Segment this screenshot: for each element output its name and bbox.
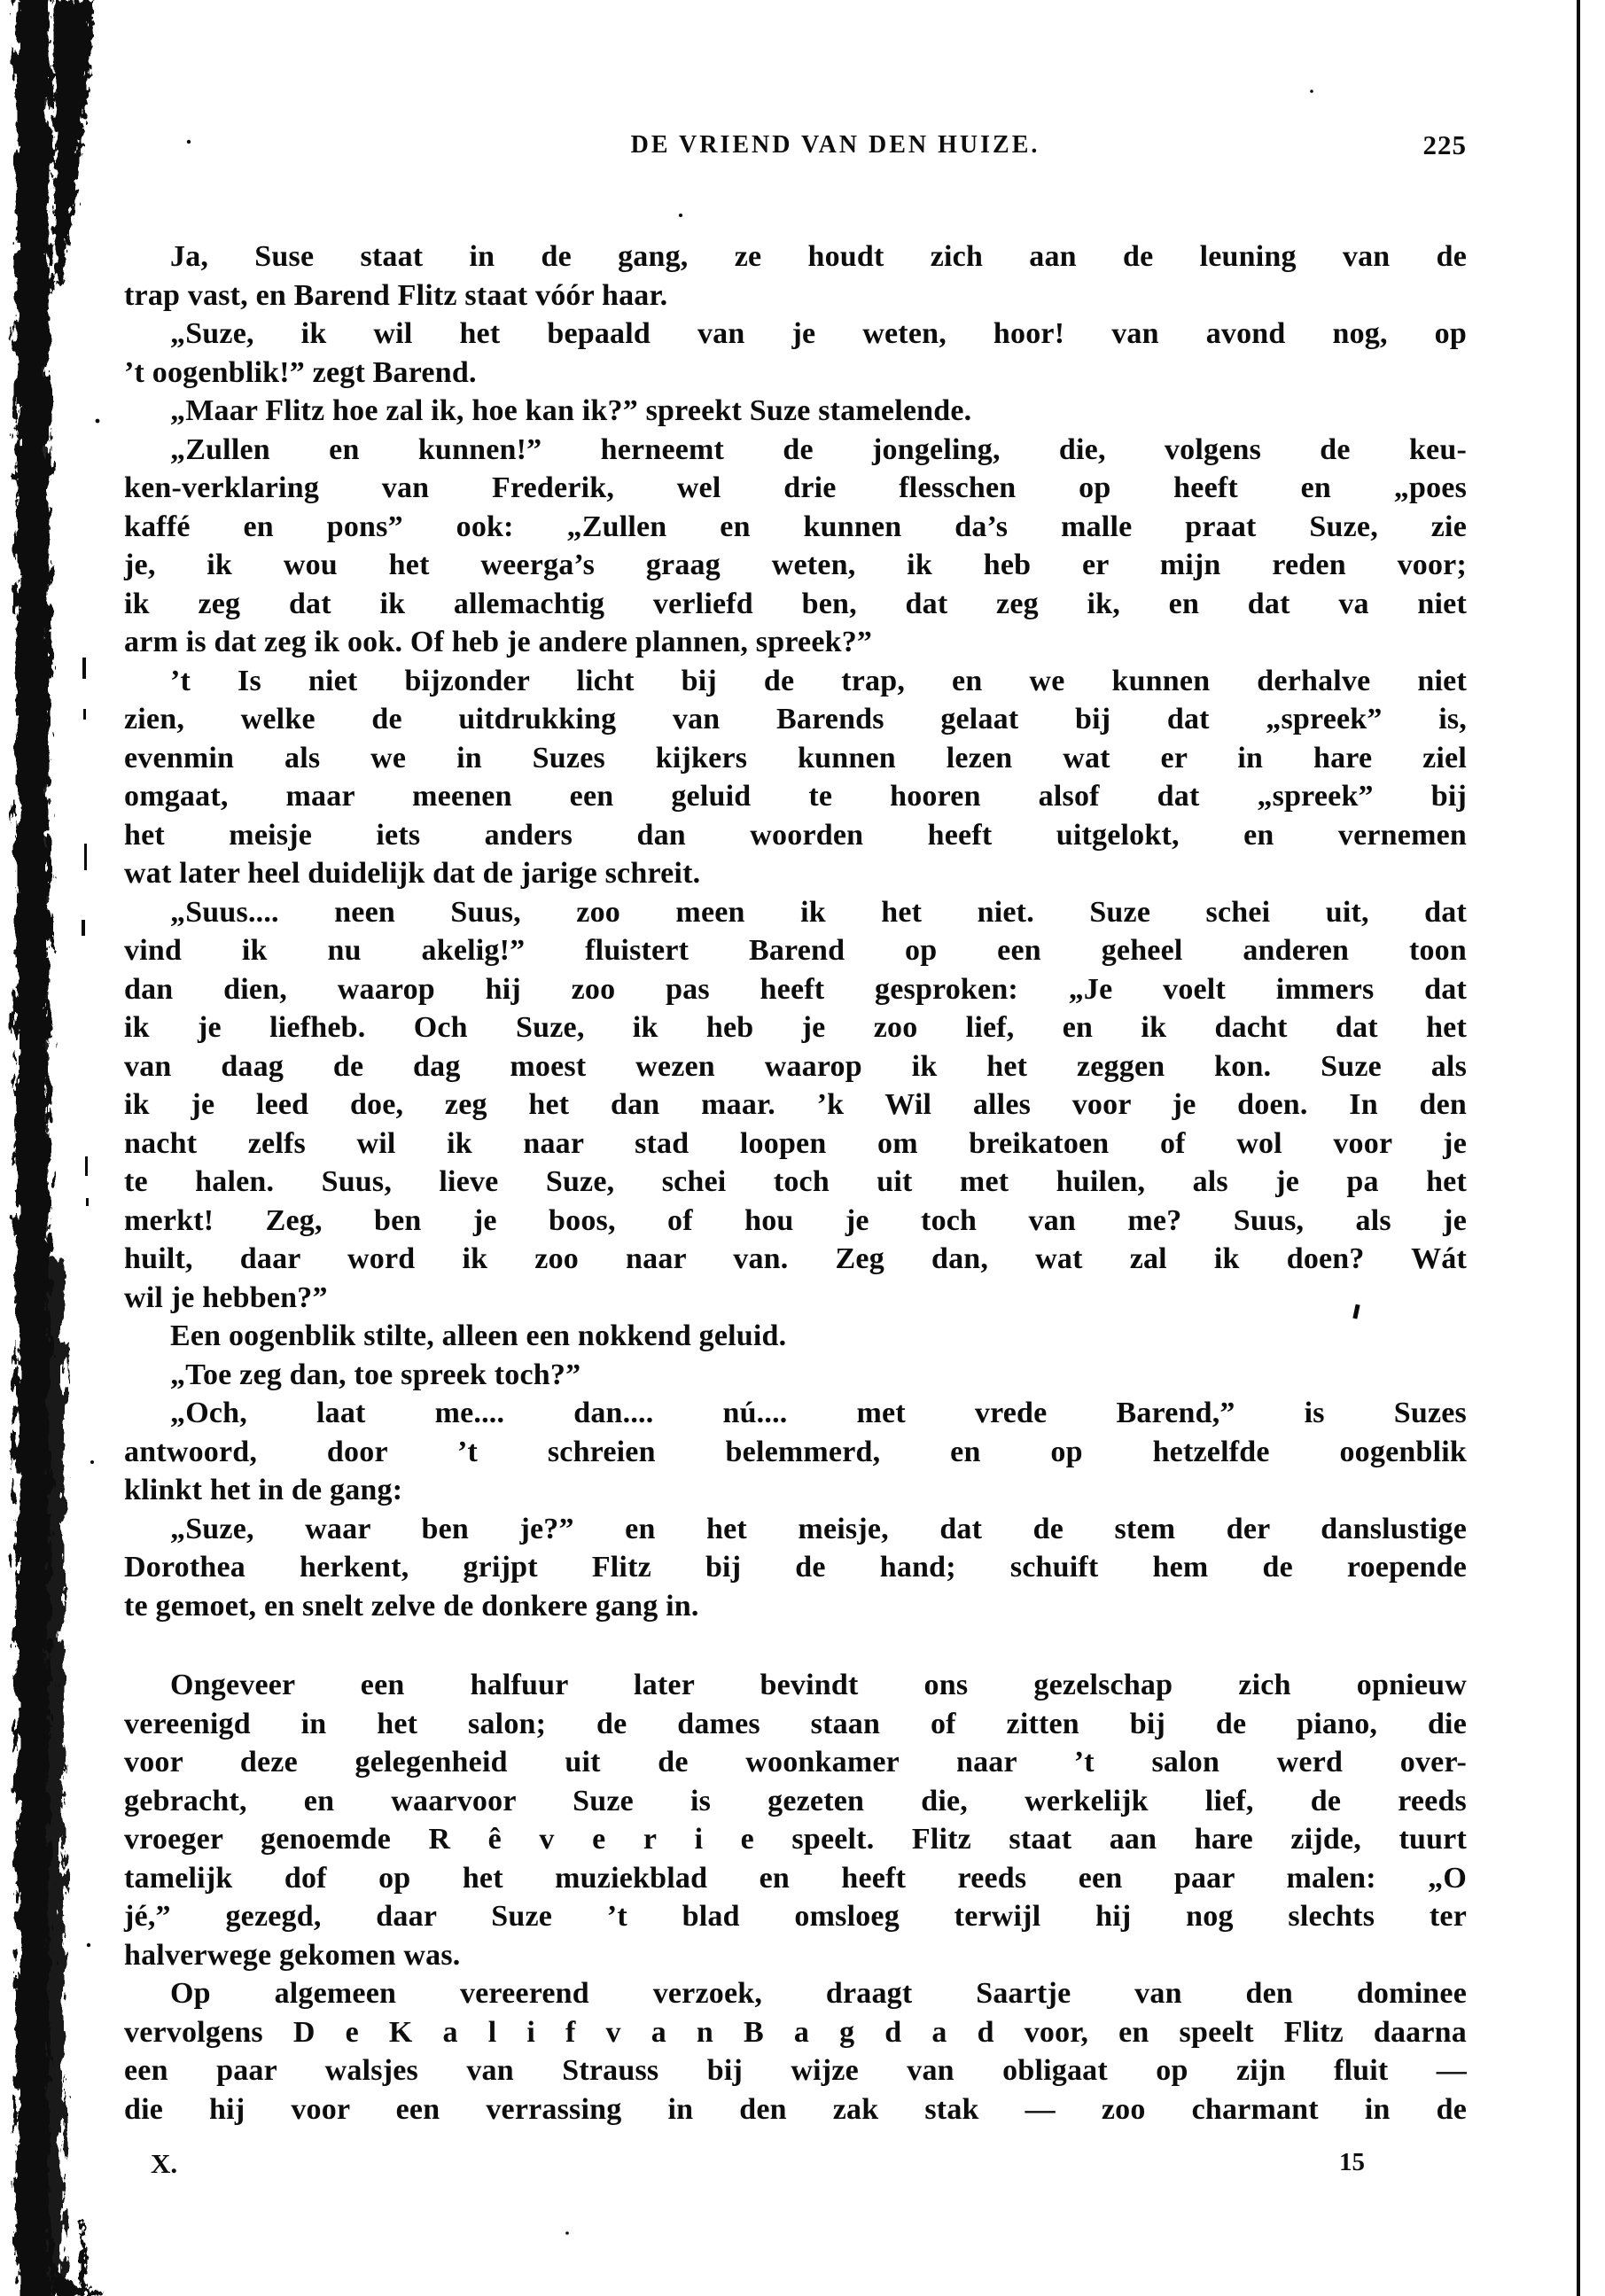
text-line: „Suze, ik wil het bepaald van je weten, hoor! van avond nog, op <box>170 317 1467 350</box>
text-line: je, ik wou het weerga’s graag weten, ik heb er mijn reden voor; <box>124 549 1467 581</box>
text-line: Op algemeen vereerend verzoek, draagt Saartje van den dominee <box>170 1977 1467 2010</box>
text-line: „Toe zeg dan, toe spreek toch?” <box>170 1358 581 1391</box>
text-line: vereenigd in het salon; de dames staan of zitten bij de piano, die <box>124 1707 1467 1740</box>
text-line: Ja, Suse staat in de gang, ze houdt zich aan de leuning van de <box>170 240 1467 273</box>
text-line: wil je hebben?” <box>124 1280 328 1314</box>
paragraph <box>124 1666 1467 1974</box>
text-line: te gemoet, en snelt zelve de donkere gang in. <box>124 1589 699 1623</box>
text-line: vroeger genoemde R ê v e r i e speelt. Flitz staat aan hare zijde, tuurt <box>124 1823 1467 1856</box>
text-line: ik je leed doe, zeg het dan maar. ’k Wil alles voor je doen. In den <box>124 1088 1467 1121</box>
text-line: klinkt het in de gang: <box>124 1474 403 1506</box>
text-line: zien, welke de uitdrukking van Barends gelaat bij dat „spreek” is, <box>124 703 1467 735</box>
text-line: ik zeg dat ik allemachtig verliefd ben, dat zeg ik, en dat va niet <box>124 587 1467 620</box>
page-footer <box>124 2148 1467 2187</box>
paragraph <box>124 1510 1467 1626</box>
text-line: tamelijk dof op het muziekblad en heeft reeds een paar malen: „O <box>124 1861 1467 1895</box>
paragraph <box>124 315 1467 392</box>
paragraph <box>124 893 1467 1318</box>
paragraph <box>124 431 1467 662</box>
sheet-number: 15 <box>1339 2148 1365 2176</box>
text-line: voor deze gelegenheid uit de woonkamer naar ’t salon werd over- <box>124 1746 1467 1778</box>
text-line: arm is dat zeg ik ook. Of heb je andere plannen, spreek?” <box>124 626 873 658</box>
paragraph <box>124 237 1467 315</box>
text-line: omgaat, maar meenen een geluid te hooren alsof dat „spreek” bij <box>124 780 1467 813</box>
text-line: „Suze, waar ben je?” en het meisje, dat de stem der danslustige <box>170 1512 1467 1545</box>
paragraph <box>124 1394 1467 1510</box>
text-line: ik je liefheb. Och Suze, ik heb je zoo lief, en ik dacht dat het <box>124 1011 1467 1044</box>
text-line: huilt, daar word ik zoo naar van. Zeg dan, wat zal ik doen? Wát <box>124 1242 1467 1275</box>
paragraph <box>124 392 1467 431</box>
text-line: die hij voor een verrassing in den zak stak — zoo charmant in de <box>124 2092 1467 2126</box>
text-line: te halen. Suus, lieve Suze, schei toch uit met huilen, als je pa het <box>124 1165 1467 1198</box>
text-line: gebracht, en waarvoor Suze is gezeten die, werkelijk lief, de reeds <box>124 1784 1467 1817</box>
text-line: „Maar Flitz hoe zal ik, hoe kan ik?” spreekt Suze stamelende. <box>170 394 972 427</box>
text-line: Een oogenblik stilte, alleen een nokkend geluid. <box>170 1319 787 1352</box>
page-number: 225 <box>1422 129 1467 160</box>
text-line: ’t oogenblik!” zegt Barend. <box>124 355 477 389</box>
text-line: vervolgens D e K a l i f v a n B a g d a d voor, en speelt Flitz daarna <box>124 2015 1467 2049</box>
text-line: „Zullen en kunnen!” herneemt de jongeling, die, volgens de keu- <box>170 432 1467 466</box>
running-title: DE VRIEND VAN DEN HUIZE. <box>630 131 1040 159</box>
body-text <box>124 237 1467 2129</box>
text-line: ken-verklaring van Frederik, wel drie flesschen op heeft en „poes <box>124 471 1467 504</box>
text-line: kaffé en pons” ook: „Zullen en kunnen da’s malle praat Suze, zie <box>124 510 1467 543</box>
text-line: ’t Is niet bijzonder licht bij de trap, en we kunnen derhalve niet <box>170 664 1467 697</box>
text-line: wat later heel duidelijk dat de jarige schreit. <box>124 857 701 890</box>
top-left-ink-streak <box>53 0 94 284</box>
text-line: nacht zelfs wil ik naar stad loopen om breikatoen of wol voor je <box>124 1126 1467 1160</box>
text-line: antwoord, door ’t schreien belemmerd, en op hetzelfde oogenblik <box>124 1435 1467 1468</box>
right-edge-rule <box>1577 0 1580 2296</box>
text-line: Dorothea herkent, grijpt Flitz bij de hand; schuift hem de roepende <box>124 1551 1467 1584</box>
text-line: jé,” gezegd, daar Suze ’t blad omsloeg terwijl hij nog slechts ter <box>124 1900 1467 1933</box>
text-line: halverwege gekomen was. <box>124 1938 461 1972</box>
text-line: dan dien, waarop hij zoo pas heeft gesproken: „Je voelt immers dat <box>124 972 1467 1006</box>
paragraph <box>124 1356 1467 1395</box>
text-line: trap vast, en Barend Flitz staat vóór haar. <box>124 278 668 312</box>
paragraph <box>124 662 1467 893</box>
text-line: merkt! Zeg, ben je boos, of hou je toch van me? Suus, als je <box>124 1203 1467 1237</box>
text-line: vind ik nu akelig!” fluistert Barend op een geheel anderen toon <box>124 934 1467 967</box>
text-line: „Och, laat me.... dan.... nú.... met vrede Barend,” is Suzes <box>170 1397 1467 1429</box>
text-line: een paar walsjes van Strauss bij wijze van obligaat op zijn fluit — <box>124 2054 1467 2087</box>
text-line: „Suus.... neen Suus, zoo meen ik het niet. Suze schei uit, dat <box>170 895 1467 929</box>
text-line: Ongeveer een halfuur later bevindt ons gezelschap zich opnieuw <box>170 1669 1467 1701</box>
text-line: van daag de dag moest wezen waarop ik het zeggen kon. Suze als <box>124 1049 1467 1083</box>
signature-mark: X. <box>151 2148 178 2179</box>
text-line: evenmin als we in Suzes kijkers kunnen lezen wat er in hare ziel <box>124 741 1467 774</box>
paragraph <box>124 1974 1467 2129</box>
text-line: het meisje iets anders dan woorden heeft uitgelokt, en vernemen <box>124 818 1467 852</box>
paragraph <box>124 1317 1467 1356</box>
